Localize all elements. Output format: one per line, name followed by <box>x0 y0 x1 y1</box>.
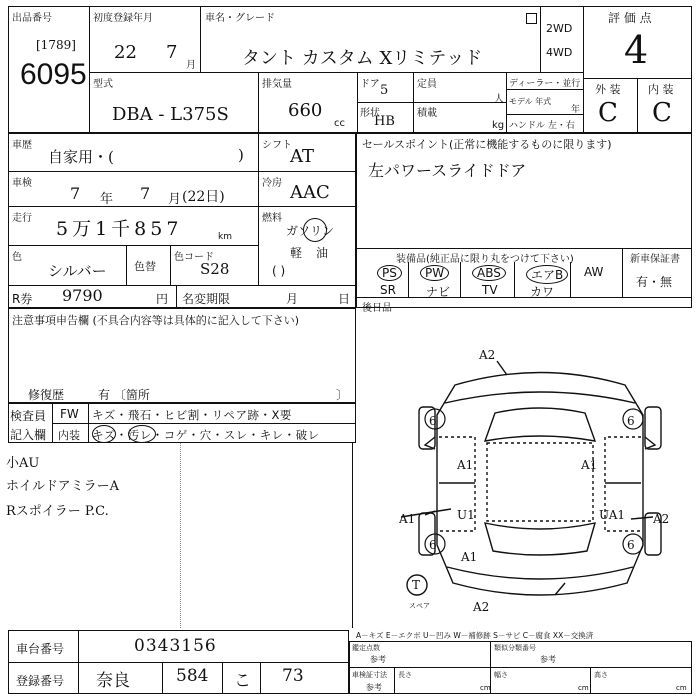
repair-close: 〕 <box>336 388 349 402</box>
divider <box>570 262 571 297</box>
lot-code: [1789] <box>36 38 76 52</box>
damage-tag: 6 <box>627 414 635 428</box>
name-label: 車名・グレード <box>205 13 275 24</box>
divider <box>622 248 623 298</box>
color-label: 色 <box>12 252 22 263</box>
divider <box>162 662 163 694</box>
damage-tag: A2 <box>473 600 490 614</box>
divider <box>540 6 541 72</box>
equip-pw: PW <box>420 265 449 281</box>
inspector-label-1: 検査員 <box>10 409 47 423</box>
car-diagram <box>395 345 685 615</box>
divider <box>514 262 515 297</box>
shift-value: AT <box>290 146 315 167</box>
divider <box>583 6 584 133</box>
equip-navi: ナビ <box>426 285 451 299</box>
ac-label: 冷房 <box>262 178 282 189</box>
divider <box>176 285 177 308</box>
plate-region: 奈良 <box>96 671 130 691</box>
divider <box>170 245 171 285</box>
divider <box>356 297 692 298</box>
divider <box>590 667 591 694</box>
ref-label-3: 参考 <box>366 683 382 692</box>
divider <box>260 662 261 694</box>
checkbox-icon <box>526 13 537 24</box>
cc-unit: cc <box>334 118 345 129</box>
legend: A－キズ E－エクボ U－凹み W－補修跡 S－サビ C－腐食 XX－交換済 <box>356 631 594 640</box>
new-car-label: 新車保証書 <box>630 254 680 265</box>
equip-abs: ABS <box>472 265 506 281</box>
equip-aw: AW <box>584 265 604 279</box>
equip-ps: PS <box>377 265 402 281</box>
doors-value: 5 <box>380 83 389 98</box>
divider <box>460 262 461 297</box>
insp-month-unit: 月 <box>168 192 182 207</box>
inspection-label: 車検 <box>12 178 32 189</box>
repair-label: 修復歴 <box>28 388 65 402</box>
recycle-value: 9790 <box>62 286 103 305</box>
handnote-3: Rスポイラー P.C. <box>6 504 109 519</box>
capacity-label: 定員 <box>417 79 437 90</box>
plate-class: 584 <box>176 666 209 686</box>
fuel-value: ガソリン <box>286 224 335 238</box>
equipment-label: 装備品(純正品に限り丸をつけて下さい) <box>396 254 574 265</box>
divider <box>394 667 395 694</box>
drive-2wd: 2WD <box>546 22 573 35</box>
insp-day: (22日) <box>182 189 225 205</box>
damage-tag: 6 <box>627 538 635 552</box>
divider <box>8 285 356 286</box>
reg-year-label: 初度登録年月 <box>93 13 153 24</box>
divider <box>8 171 356 172</box>
damage-tag: UA1 <box>599 508 626 522</box>
equip-tv: TV <box>482 283 498 297</box>
fw-label: FW <box>60 407 79 421</box>
width-label: 幅さ <box>494 671 508 679</box>
circle-mark-icon <box>92 425 116 443</box>
fuel-label: 燃料 <box>262 213 282 224</box>
score-label: 評 価 点 <box>608 11 652 25</box>
divider <box>52 423 356 424</box>
load-unit: kg <box>492 120 505 131</box>
history-close: ) <box>238 146 244 164</box>
divider <box>356 248 692 249</box>
sales-point-text: 左パワースライドドア <box>368 161 527 180</box>
plate-label: 登録番号 <box>16 674 65 688</box>
divider <box>506 89 583 90</box>
insp-year-unit: 年 <box>100 192 114 207</box>
color-change-label: 色替 <box>134 260 156 273</box>
divider <box>8 245 258 246</box>
score-comment-label: 鑑定点数 <box>352 644 380 652</box>
class-number-label: 類似分類番号 <box>494 644 536 652</box>
equip-airbag: エアB <box>526 265 568 284</box>
notes-label: 注意事項申告欄 (不具合内容等は具体的に記入して下さい) <box>12 314 300 327</box>
interior-grade: C <box>652 98 672 128</box>
damage-tag: A1 <box>457 458 474 472</box>
history-label: 車歴 <box>12 140 32 151</box>
exterior-label: 外 装 <box>595 83 621 96</box>
color-code: S28 <box>200 260 230 278</box>
divider <box>222 662 223 694</box>
dealer-label: ディーラー・並行 <box>509 79 581 89</box>
repair-value: 有 〔箇所 <box>98 388 150 402</box>
year-unit: 年 <box>571 105 581 115</box>
warranty-value: 有・無 <box>636 275 673 289</box>
divider <box>89 72 583 73</box>
damage-tag: A2 <box>653 512 670 526</box>
size-label: 車検証寸法 <box>352 671 387 679</box>
recycle-label: R券 <box>12 292 33 306</box>
mileage-label: 走行 <box>12 213 32 224</box>
color-value: シルバー <box>48 262 107 280</box>
inspector-label-2: 記入欄 <box>10 428 47 442</box>
doors-label: ドア <box>360 79 380 90</box>
score-value: 4 <box>624 28 649 72</box>
displacement-value: 660 <box>288 100 323 121</box>
cm-unit-3: cm <box>676 684 687 692</box>
reg-month: 7 <box>166 42 178 63</box>
shift-label: シフト <box>262 140 292 151</box>
chassis-label: 車台番号 <box>16 642 65 656</box>
interior-items: キズ・汚レ・コゲ・穴・スレ・キレ・破レ <box>92 428 320 442</box>
month-suffix: 月 <box>186 60 196 71</box>
damage-tag: T <box>412 578 421 592</box>
interior-label-2: 内装 <box>58 429 80 442</box>
reg-year: 22 <box>114 42 137 63</box>
load-label: 積載 <box>417 108 437 119</box>
spare-label: スペア <box>409 602 430 610</box>
fuel-light: 軽 <box>290 246 303 260</box>
equip-leather: カワ <box>530 285 555 299</box>
handnote-2: ホイルドアミラーA <box>6 479 119 494</box>
divider <box>637 78 638 133</box>
equip-sr: SR <box>380 283 396 297</box>
fuel-circle-icon <box>303 218 327 242</box>
length-label: 長さ <box>398 671 412 679</box>
car-name: タント カスタム Xリミテッド <box>242 48 483 69</box>
divider <box>352 443 353 628</box>
divider <box>180 443 181 628</box>
cm-unit-2: cm <box>578 684 589 692</box>
ref-label-1: 参考 <box>370 655 386 664</box>
divider <box>408 262 409 297</box>
displacement-label: 排気量 <box>262 79 292 90</box>
model-year-label: モデル 年式 <box>509 97 552 106</box>
lot-number: 6095 <box>20 58 87 91</box>
model-label: 型式 <box>93 79 113 90</box>
divider <box>357 102 506 103</box>
mileage-value: 5万1千857 <box>56 218 183 240</box>
damage-tag: 6 <box>429 414 437 428</box>
plate-kana: こ <box>234 671 251 691</box>
insp-month: 7 <box>140 184 151 203</box>
divider <box>89 6 90 133</box>
divider <box>8 206 356 207</box>
divider <box>8 662 349 663</box>
cm-unit-1: cm <box>480 684 491 692</box>
damage-tag: A2 <box>479 348 496 362</box>
capacity-unit: 人 <box>494 94 504 105</box>
divider <box>349 667 692 668</box>
fuel-paren: ( ) <box>272 264 286 278</box>
shape-label: 形状 <box>360 108 380 119</box>
divider <box>506 72 507 133</box>
lot-label: 出品番号 <box>12 13 52 24</box>
model-value: DBA - L375S <box>112 104 229 125</box>
fw-items: キズ・飛石・ヒビ割・リペア跡・X要 <box>92 408 292 422</box>
damage-tag: A1 <box>581 458 598 472</box>
drive-4wd: 4WD <box>546 46 573 59</box>
insp-year: 7 <box>70 184 81 203</box>
divider <box>258 133 259 285</box>
fuel-oil: 油 <box>316 246 329 260</box>
plate-number: 73 <box>282 666 304 686</box>
damage-tag: A1 <box>461 550 478 564</box>
after-label: 後日品 <box>362 303 392 314</box>
month-label: 月 <box>286 292 299 306</box>
ref-label-2: 参考 <box>540 655 556 664</box>
damage-tag: A1 <box>399 512 416 526</box>
chassis-number: 0343156 <box>134 636 217 656</box>
damage-tag: U1 <box>457 508 475 522</box>
color-code-label: 色コード <box>174 252 214 263</box>
circle-mark-icon <box>128 425 156 443</box>
damage-tag: 6 <box>429 538 437 552</box>
divider <box>200 6 201 72</box>
ac-value: AAC <box>290 182 330 203</box>
handnote-1: 小AU <box>6 456 40 471</box>
km-unit: km <box>218 232 232 242</box>
handle-label: ハンドル 左・右 <box>509 121 575 131</box>
history-value: 自家用・( <box>48 148 114 166</box>
exterior-grade: C <box>598 98 618 128</box>
interior-label: 内 装 <box>648 83 674 96</box>
height-label: 高さ <box>594 671 608 679</box>
yen-unit: 円 <box>156 292 169 306</box>
name-change-label: 名変期限 <box>182 292 231 306</box>
divider <box>126 245 127 285</box>
sales-point-label: セールスポイント(正常に機能するものに限ります) <box>362 138 612 151</box>
day-label: 日 <box>338 292 351 306</box>
shape-value: HB <box>374 114 395 129</box>
divider <box>258 72 259 133</box>
